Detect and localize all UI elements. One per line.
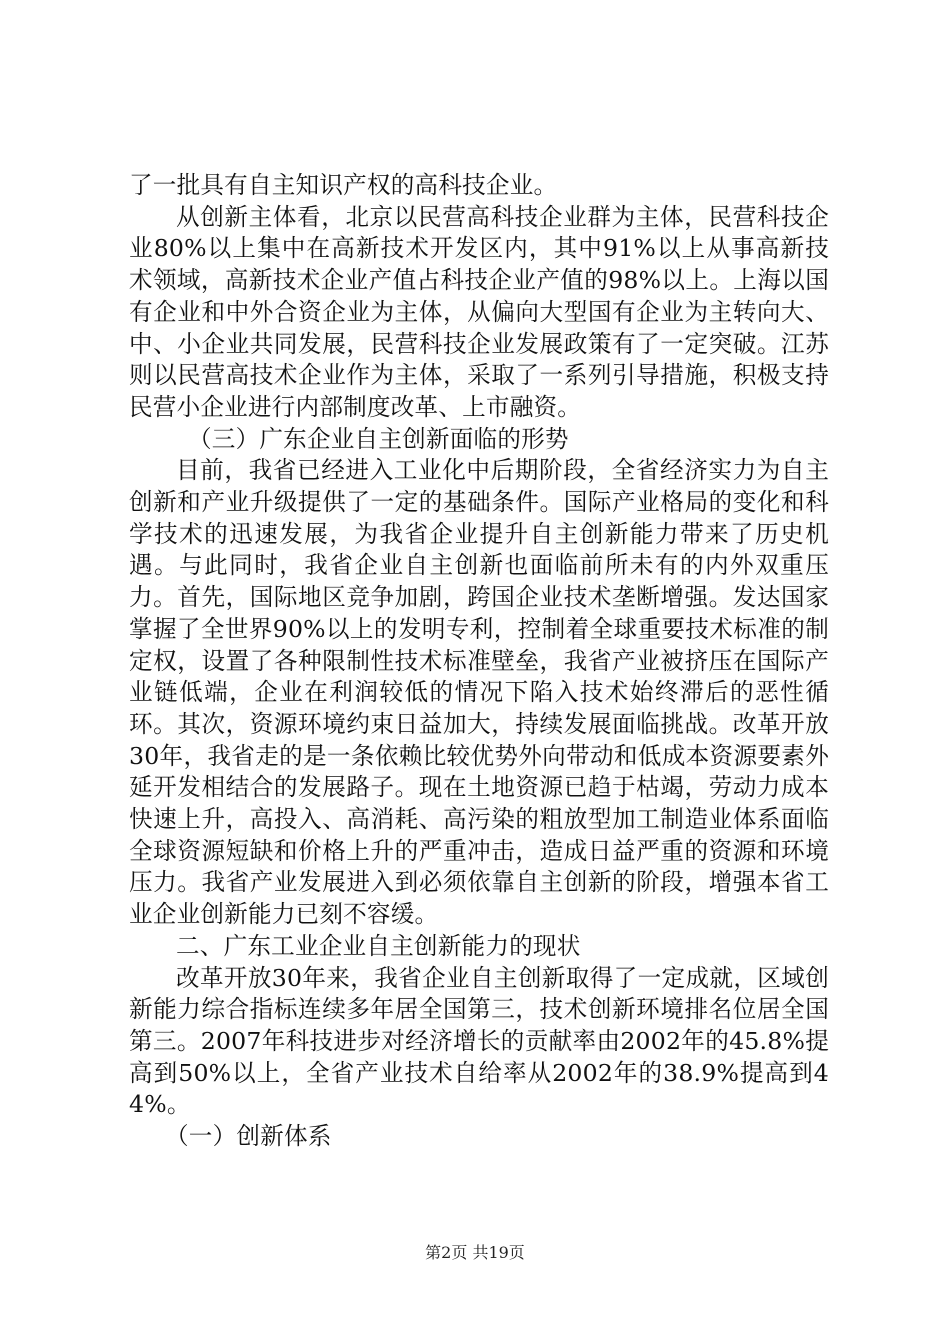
- page-number-footer: 第2页 共19页: [425, 1243, 525, 1262]
- section-heading-guangdong-situation: （三）广东企业自主创新面临的形势: [188, 424, 569, 453]
- section-heading-status: 二、广东工业企业自主创新能力的现状: [176, 931, 581, 960]
- document-body: [129, 170, 829, 1153]
- section-heading-innovation-system: （一）创新体系: [165, 1122, 332, 1151]
- paragraph-continuation: 了一批具有自主知识产权的高科技企业。: [129, 171, 558, 199]
- paragraph-innovation-subjects: 从创新主体看，北京以民营高科技企业群为主体，民营科技企业80%以上集中在高新技术开发区内，其中91%以上从事高新技术领域，高新技术企业产值占科技企业产值的98%以上。上海以国有企业和中外合资企业为主体，从偏向大型国有企业为主转向大、中、小企业共同发展，民营科技企业发展政策有了一定突破。江苏则以民营高技术企业作为主体，采取了一系列引导措施，积极支持民营小企业进行内部制度改革、上市融资。: [129, 202, 829, 421]
- paragraph-reform-achievements: 改革开放30年来，我省企业自主创新取得了一定成就，区域创新能力综合指标连续多年居全国第三，技术创新环境排名位居全国第三。2007年科技进步对经济增长的贡献率由2002年的45.8%提高到50%以上，全省产业技术自给率从2002年的38.9%提高到44%。: [129, 963, 829, 1119]
- paragraph-current-situation: 目前，我省已经进入工业化中后期阶段，全省经济实力为自主创新和产业升级提供了一定的基础条件。国际产业格局的变化和科学技术的迅速发展，为我省企业提升自主创新能力带来了历史机遇。与此同时，我省企业自主创新也面临前所未有的内外双重压力。首先，国际地区竞争加剧，跨国企业技术垄断增强。发达国家掌握了全世界90%以上的发明专利，控制着全球重要技术标准的制定权，设置了各种限制性技术标准壁垒，我省产业被挤压在国际产业链低端，企业在利润较低的情况下陷入技术始终滞后的恶性循环。其次，资源环境约束日益加大，持续发展面临挑战。改革开放30年，我省走的是一条依赖比较优势外向带动和低成本资源要素外延开发相结合的发展路子。现在土地资源已趋于枯竭，劳动力成本快速上升，高投入、高消耗、高污染的粗放型加工制造业体系面临全球资源短缺和价格上升的严重冲击，造成日益严重的资源和环境压力。我省产业发展进入到必须依靠自主创新的阶段，增强本省工业企业创新能力已刻不容缓。: [129, 456, 829, 929]
